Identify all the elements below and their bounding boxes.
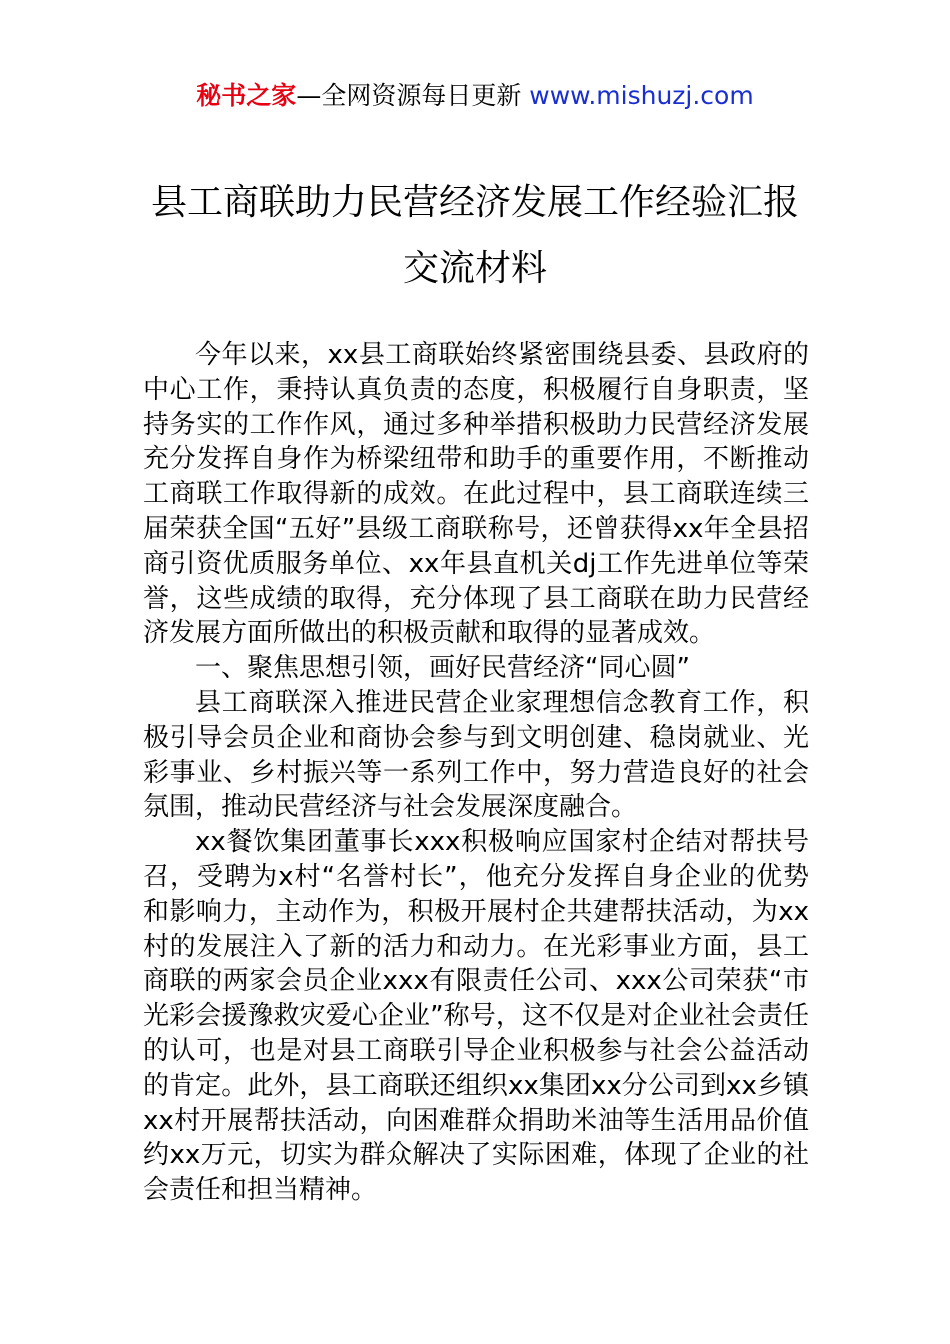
section-heading-1: 一、聚焦思想引领，画好民营经济“同心圆” <box>195 653 690 684</box>
site-brand: 秘书之家 <box>196 81 297 110</box>
document-title-line-1: 县工商联助力民营经济发展工作经验汇报 <box>150 182 799 223</box>
site-header <box>0 78 950 114</box>
paragraph-intro: 今年以来，xx县工商联始终紧密围绕县委、县政府的中心工作，秉持认真负责的态度，积极履行自身职责，坚持务实的工作作风，通过多种举措积极助力民营经济发展充分发挥自身作为桥梁纽带和助手的重要作用，不断推动工商联工作取得新的成效。在此过程中，县工商联连续三届荣获全国“五好”县级工商联称号，还曾获得xx年全县招商引资优质服务单位、xx年县直机关dj工作先进单位等荣誉，这些成绩的取得，充分体现了县工商联在助力民营经济发展方面所做出的积极贡献和取得的显著成效。 <box>143 340 809 649</box>
paragraph-example: xx餐饮集团董事长xxx积极响应国家村企结对帮扶号召，受聘为x村“名誉村长”，他充分发挥自身企业的优势和影响力，主动作为，积极开展村企共建帮扶活动，为xx村的发展注入了新的活力和动力。在光彩事业方面，县工商联的两家会员企业xxx有限责任公司、xxx公司荣获“市光彩会援豫救灾爱心企业”称号，这不仅是对企业社会责任的认可，也是对县工商联引导企业积极参与社会公益活动的肯定。此外，县工商联还组织xx集团xx分公司到xx乡镇xx村开展帮扶活动，向困难群众捐助米油等生活用品价值约xx万元，切实为群众解决了实际困难，体现了企业的社会责任和担当精神。 <box>143 827 809 1206</box>
paragraph-section-1: 县工商联深入推进民营企业家理想信念教育工作，积极引导会员企业和商协会参与到文明创建、稳岗就业、光彩事业、乡村振兴等一系列工作中，努力营造良好的社会氛围，推动民营经济与社会发展深度融合。 <box>143 687 809 823</box>
site-tagline: —全网资源每日更新 <box>296 81 522 110</box>
document-title-line-2: 交流材料 <box>402 248 547 289</box>
document-title <box>0 170 950 302</box>
document-body <box>143 338 809 1208</box>
site-url-link[interactable]: www.mishuzj.com <box>529 81 754 110</box>
